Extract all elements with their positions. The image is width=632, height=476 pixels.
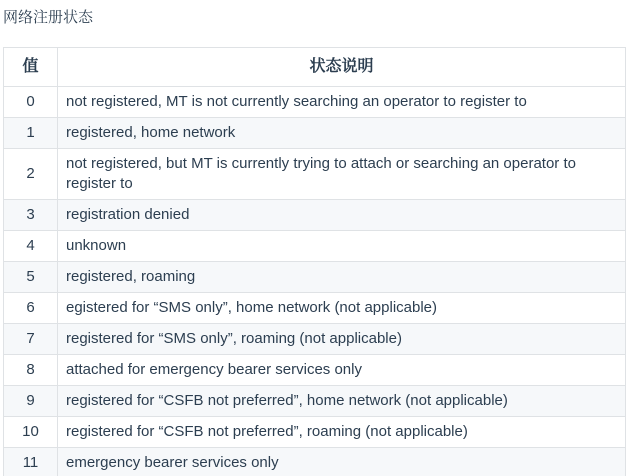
row-value: 6 <box>4 293 58 324</box>
row-description: not registered, MT is not currently searching an operator to register to <box>58 87 626 118</box>
row-description: unknown <box>58 231 626 262</box>
row-description: registered for “CSFB not preferred”, roaming (not applicable) <box>58 417 626 448</box>
row-description: egistered for “SMS only”, home network (not applicable) <box>58 293 626 324</box>
table-row <box>4 293 626 324</box>
row-value: 0 <box>4 87 58 118</box>
table-row <box>4 355 626 386</box>
row-description: registration denied <box>58 200 626 231</box>
row-description: not registered, but MT is currently trying to attach or searching an operator to register to <box>58 149 626 200</box>
table-header-value: 值 <box>4 48 58 87</box>
row-description: registered for “CSFB not preferred”, home network (not applicable) <box>58 386 626 417</box>
row-value: 4 <box>4 231 58 262</box>
table-row <box>4 386 626 417</box>
row-value: 10 <box>4 417 58 448</box>
row-description: emergency bearer services only <box>58 448 626 476</box>
row-value: 2 <box>4 149 58 200</box>
row-description: attached for emergency bearer services only <box>58 355 626 386</box>
table-body <box>4 87 626 476</box>
page-title: 网络注册状态 <box>3 9 94 26</box>
table-row <box>4 417 626 448</box>
table-row <box>4 262 626 293</box>
table-header-row <box>4 48 626 87</box>
table-header <box>4 48 626 87</box>
row-value: 5 <box>4 262 58 293</box>
row-description: registered for “SMS only”, roaming (not applicable) <box>58 324 626 355</box>
status-table-container <box>3 47 626 476</box>
row-value: 9 <box>4 386 58 417</box>
table-row <box>4 118 626 149</box>
table-row <box>4 87 626 118</box>
row-description: registered, roaming <box>58 262 626 293</box>
table-row <box>4 149 626 200</box>
table-row <box>4 231 626 262</box>
row-value: 11 <box>4 448 58 476</box>
row-value: 3 <box>4 200 58 231</box>
table-row <box>4 324 626 355</box>
table-row <box>4 200 626 231</box>
status-table <box>3 47 626 476</box>
row-value: 8 <box>4 355 58 386</box>
row-value: 7 <box>4 324 58 355</box>
table-row <box>4 448 626 476</box>
row-value: 1 <box>4 118 58 149</box>
table-header-description: 状态说明 <box>58 48 626 87</box>
row-description: registered, home network <box>58 118 626 149</box>
